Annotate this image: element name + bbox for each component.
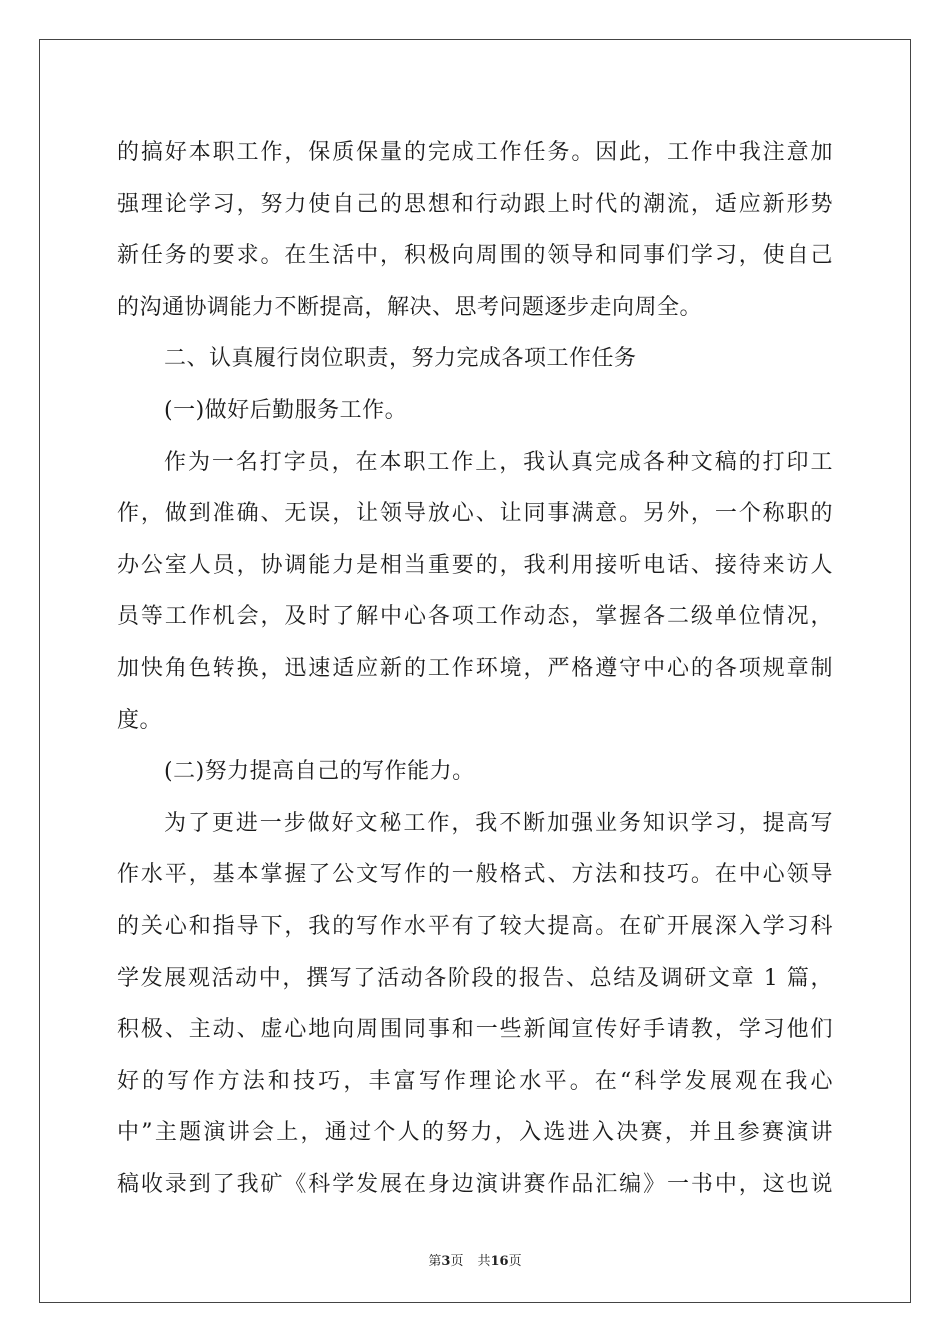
text-line: 作水平，基本掌握了公文写作的一般格式、方法和技巧。在中心领导 xyxy=(117,862,833,888)
text-line: 学发展观活动中，撰写了活动各阶段的报告、总结及调研文章 1 篇， xyxy=(117,965,833,991)
page-footer xyxy=(0,1250,950,1269)
text-line: 积极、主动、虚心地向周围同事和一些新闻宣传好手请教，学习他们 xyxy=(117,1017,833,1043)
text-line: 二、认真履行岗位职责，努力完成各项工作任务 xyxy=(164,346,637,372)
document-body xyxy=(117,127,833,1210)
footer-page-prefix: 第 xyxy=(428,1254,442,1269)
text-line: (二)努力提高自己的写作能力。 xyxy=(164,759,475,785)
text-line: 办公室人员，协调能力是相当重要的，我利用接听电话、接待来访人 xyxy=(117,552,833,578)
text-line: 强理论学习，努力使自己的思想和行动跟上时代的潮流，适应新形势 xyxy=(117,191,833,217)
footer-total-prefix: 共 xyxy=(477,1254,491,1269)
text-line: 加快角色转换，迅速适应新的工作环境，严格遵守中心的各项规章制 xyxy=(117,655,833,681)
footer-total-suffix: 页 xyxy=(508,1254,522,1269)
text-line: 新任务的要求。在生活中，积极向周围的领导和同事们学习，使自己 xyxy=(117,243,833,269)
text-line: 度。 xyxy=(117,707,163,733)
text-line: 员等工作机会，及时了解中心各项工作动态，掌握各二级单位情况， xyxy=(117,604,833,630)
text-line: 的关心和指导下，我的写作水平有了较大提高。在矿开展深入学习科 xyxy=(117,913,833,939)
text-line: 好的写作方法和技巧，丰富写作理论水平。在“科学发展观在我心 xyxy=(117,1068,833,1094)
text-line: 作，做到准确、无误，让领导放心、让同事满意。另外，一个称职的 xyxy=(117,501,833,527)
text-line: 中”主题演讲会上，通过个人的努力，入选进入决赛，并且参赛演讲 xyxy=(117,1120,833,1146)
footer-page-current: 3 xyxy=(441,1254,451,1269)
text-line: 的沟通协调能力不断提高，解决、思考问题逐步走向周全。 xyxy=(117,294,703,320)
footer-page-total: 16 xyxy=(490,1254,509,1269)
text-line: (一)做好后勤服务工作。 xyxy=(164,397,408,423)
text-line: 作为一名打字员，在本职工作上，我认真完成各种文稿的打印工 xyxy=(164,449,833,475)
text-line: 的搞好本职工作，保质保量的完成工作任务。因此，工作中我注意加 xyxy=(117,140,833,165)
text-line: 稿收录到了我矿《科学发展在身边演讲赛作品汇编》一书中，这也说 xyxy=(117,1171,833,1197)
text-line: 为了更进一步做好文秘工作，我不断加强业务知识学习，提高写 xyxy=(164,810,833,836)
footer-page-suffix: 页 xyxy=(450,1254,464,1269)
